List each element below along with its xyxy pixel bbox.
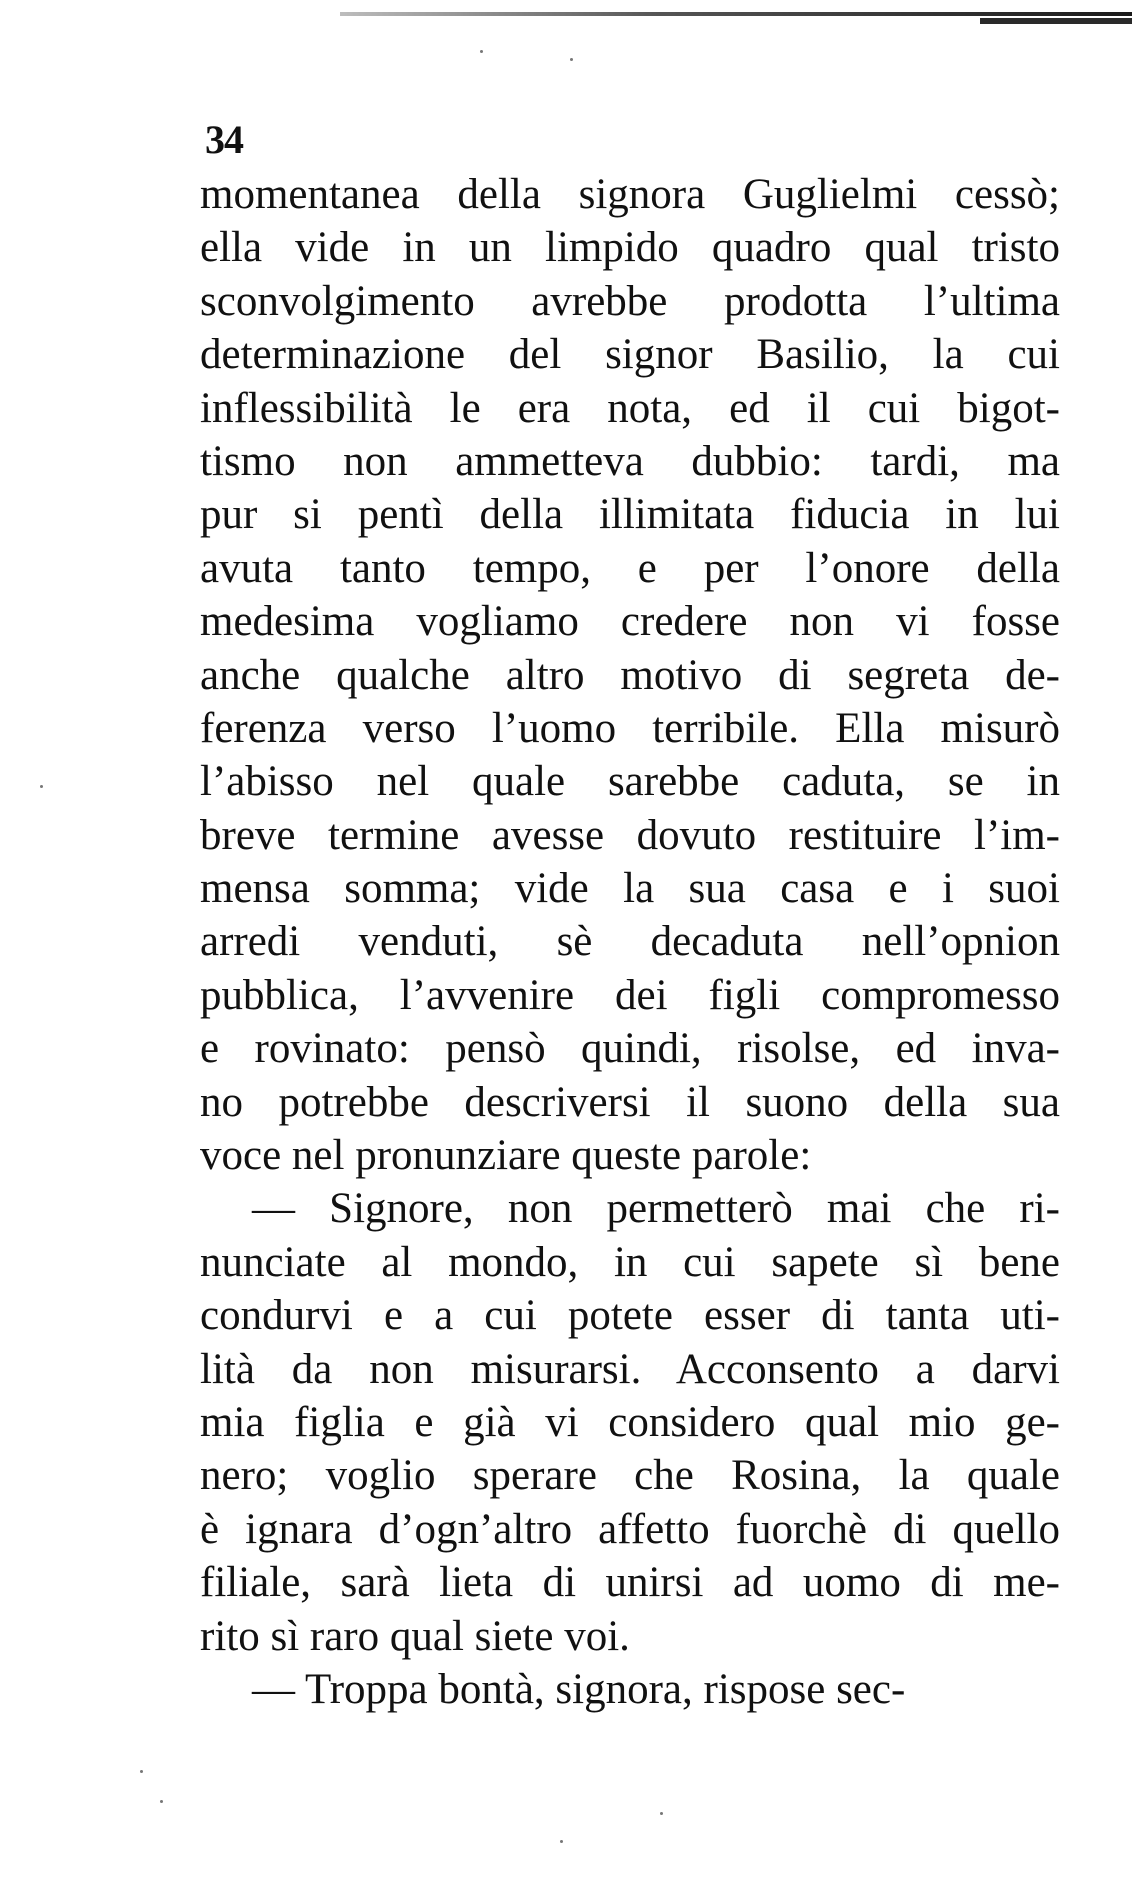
text-line: lità da non misurarsi. Acconsento a darvi: [200, 1345, 1060, 1393]
text-line-dialogue-start: — Signore, non permetterò mai che ri-: [252, 1185, 1060, 1233]
text-line: nero; voglio sperare che Rosina, la quale: [200, 1452, 1060, 1500]
text-line-dialogue-start: — Troppa bontà, signora, rispose sec-: [252, 1665, 906, 1713]
text-line: arredi venduti, sè decaduta nell’opnion: [200, 918, 1060, 966]
text-line-paragraph-end: rito sì raro qual siete voi.: [200, 1612, 630, 1660]
text-line: no potrebbe descriversi il suono della sua: [200, 1078, 1060, 1126]
text-line: e rovinato: pensò quindi, risolse, ed inva-: [200, 1025, 1060, 1073]
text-line: inflessibilità le era nota, ed il cui bigot-: [200, 384, 1060, 432]
top-edge-rule: [340, 12, 1132, 16]
scan-speck: [560, 1840, 563, 1843]
text-line: è ignara d’ogn’altro affetto fuorchè di quello: [200, 1505, 1060, 1553]
scan-speck: [480, 50, 483, 53]
scan-speck: [40, 785, 43, 788]
text-line: filiale, sarà lieta di unirsi ad uomo di me-: [200, 1559, 1060, 1607]
text-line: ferenza verso l’uomo terribile. Ella misurò: [200, 704, 1060, 752]
top-edge-rule-shadow: [980, 18, 1132, 24]
text-line: medesima vogliamo credere non vi fosse: [200, 598, 1060, 646]
scan-speck: [570, 58, 573, 61]
scan-speck: [660, 1812, 663, 1815]
text-line: avuta tanto tempo, e per l’onore della: [200, 544, 1060, 592]
text-line: ella vide in un limpido quadro qual tristo: [200, 224, 1060, 272]
text-line: pubblica, l’avvenire dei figli compromesso: [200, 971, 1060, 1019]
text-line: breve termine avesse dovuto restituire l’im-: [200, 811, 1060, 859]
text-line: mia figlia e già vi considero qual mio ge-: [200, 1398, 1060, 1446]
page-number: 34: [205, 117, 243, 162]
text-line: mensa somma; vide la sua casa e i suoi: [200, 865, 1060, 913]
text-line: tismo non ammetteva dubbio: tardi, ma: [200, 437, 1060, 485]
scan-speck: [160, 1800, 163, 1803]
text-line: nunciate al mondo, in cui sapete sì bene: [200, 1238, 1060, 1286]
body-text: [200, 168, 1060, 1716]
text-line: pur si pentì della illimitata fiducia in lui: [200, 491, 1060, 539]
scan-speck: [140, 1770, 143, 1773]
text-line: condurvi e a cui potete esser di tanta uti-: [200, 1292, 1060, 1340]
text-line: anche qualche altro motivo di segreta de-: [200, 651, 1060, 699]
text-line: momentanea della signora Guglielmi cessò;: [200, 171, 1060, 218]
text-line: l’abisso nel quale sarebbe caduta, se in: [200, 758, 1060, 806]
text-line: sconvolgimento avrebbe prodotta l’ultima: [200, 277, 1060, 325]
text-line: determinazione del signor Basilio, la cui: [200, 331, 1060, 379]
text-line-paragraph-end: voce nel pronunziare queste parole:: [200, 1132, 812, 1180]
